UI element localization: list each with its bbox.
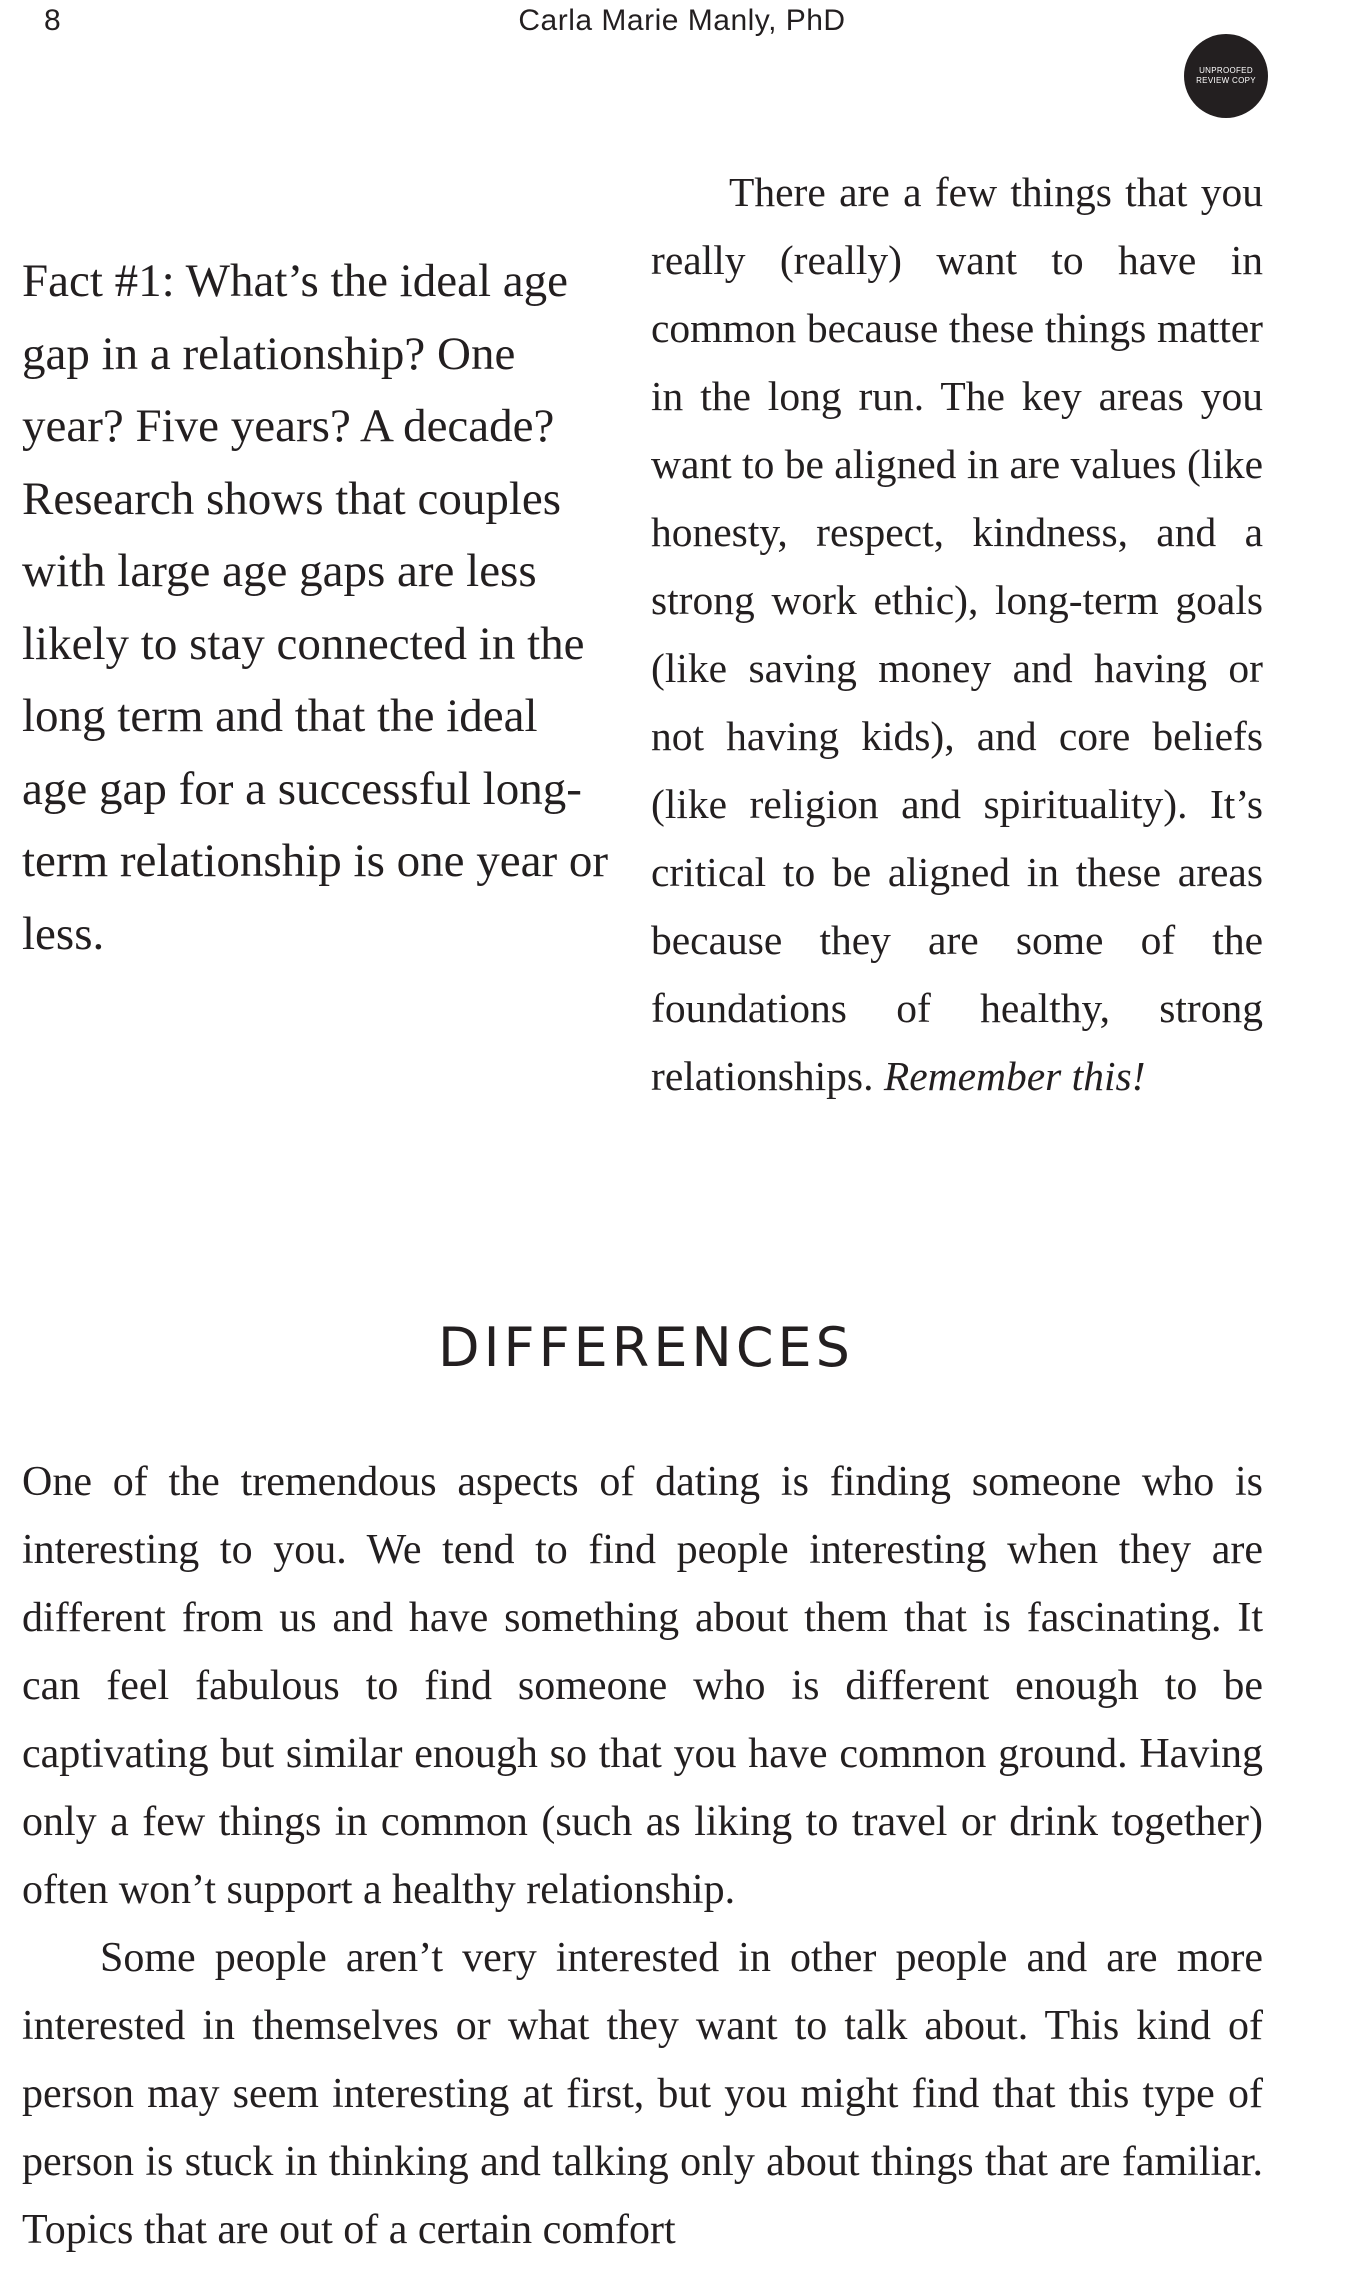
side-column-paragraph <box>651 158 1263 1110</box>
fact-callout: Fact #1: What’s the ideal age gap in a relationship? One year? Five years? A decade? Research shows that couples with large age gaps are less likely to stay connected in the long term and that the ideal age gap for a successful long-term relationship is one year or less. <box>22 255 609 960</box>
review-copy-stamp <box>1184 34 1268 118</box>
stamp-line-1: UNPROOFED <box>1199 66 1253 75</box>
side-column-emphasis: Remember this! <box>883 1053 1146 1099</box>
section-heading: DIFFERENCES <box>438 1316 854 1379</box>
page-number: 8 <box>44 4 61 37</box>
side-column-text: There are a few things that you really (really) want to have in common because these things matter in the long run. The key areas you want to be aligned in are values (like honesty, respect, kindness, and a strong work ethic), long-term goals (like saving money and having or not having kids), and core beliefs (like religion and spirituality). It’s critical to be aligned in these areas because they are some of the foundations of healthy, strong relationships. <box>651 169 1263 1099</box>
running-head-author: Carla Marie Manly, PhD <box>518 4 846 37</box>
body-paragraph-1: One of the tremendous aspects of dating is finding someone who is interesting to you. We tend to find people interesting when they are different from us and have something about them that is fascinating. It can feel fabulous to find someone who is different enough to be captivating but similar enough so that you have common ground. Having only a few things in common (such as liking to travel or drink together) often won’t support a healthy relationship. <box>22 1459 1263 1913</box>
body-paragraph-2: Some people aren’t very interested in other people and are more interested in themselves or what they want to talk about. This kind of person may seem interesting at first, but you might find that this type of person is stuck in thinking and talking only about things that are familiar. Topics that are out of a certain comfort <box>22 1935 1263 2253</box>
stamp-line-2: REVIEW COPY <box>1196 76 1256 85</box>
